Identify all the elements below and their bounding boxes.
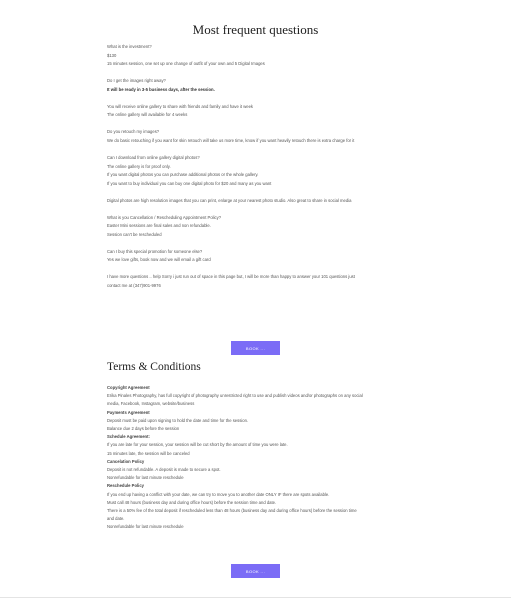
faq-answer: The online gallery is for proof only. <box>107 163 171 169</box>
faq-contact: contact me at (347)901-9976 <box>107 283 161 288</box>
faq-question: What is you Cancellation / Rescheduling Appointment Policy? <box>107 214 222 220</box>
terms-text: Deposit is not refundable. A deposit is made to secure a spot. <box>107 467 221 473</box>
faq-title: Most frequent questions <box>192 22 319 37</box>
terms-text: Balance due 2 days before the session <box>107 426 180 432</box>
terms-text: There is a 50% fee of the total deposit if rescheduled less than 48 hours (business day and during office hours) before the session time <box>107 508 357 514</box>
terms-text: media, Facebook, Instagram, website/business <box>107 401 195 407</box>
faq-answer: Digital photos are high resolution images that you can print, enlarge at your nearest photo studio. Also great to share in social media <box>107 197 352 203</box>
faq-section <box>107 43 407 291</box>
faq-answer: You will receive online gallery to share with friends and family and have it week <box>107 103 254 109</box>
terms-text: 15 minutes late, the session will be canceled <box>107 450 190 456</box>
terms-heading: Schedule Agreement: <box>107 434 150 440</box>
faq-answer: It will be ready in 3-5 business days, after the session. <box>107 86 215 92</box>
faq-answer: The online gallery will available for 4 weeks <box>107 112 188 118</box>
faq-question: Do I get the images right away? <box>107 78 166 84</box>
book-button[interactable]: BOOK ... <box>231 341 280 355</box>
faq-question: Can I buy this special promotion for someone else? <box>107 248 203 254</box>
faq-answer: We do basic retouching if you want for skin retouch will take us more time, know if you want heavily retouch there is extra charge for it <box>107 137 355 143</box>
terms-text: Must call 48 hours (business day and during office hours) before the session time and date. <box>107 499 277 505</box>
terms-text: Deposit must be paid upon signing to hold the date and time for the session. <box>107 417 249 423</box>
terms-text: Nonrefundable for last minute reschedule <box>107 475 184 481</box>
faq-answer: Session can't be rescheduled <box>107 231 162 237</box>
terms-heading: Reschedule Policy <box>107 483 145 489</box>
faq-answer: $130 <box>107 52 117 58</box>
terms-text: and date. <box>107 516 125 522</box>
faq-answer: Easter Mini sessions are final sales and non refundable. <box>107 223 211 229</box>
faq-answer: If you want to buy individual you can buy one digital photo for $20 and many as you want <box>107 180 272 186</box>
faq-answer: If you want digital photos you can purchase additional photos or the whole gallery. <box>107 172 259 178</box>
faq-answer: Yes we love gifts, book now and we will email a gift card <box>107 257 211 263</box>
faq-answer: I have more questions .. help Sorry i just run out of space in this page but, I will be more than happy to answer your 101 questions just <box>107 274 355 280</box>
terms-text: Nonrefundable for last minute reschedule <box>107 524 184 530</box>
terms-text: If you end up having a conflict with your date, we can try to move you to another date ONLY IF there are spots available. <box>107 491 330 497</box>
faq-answer: 15 minutes session, one set up one change of outfit of your own and 5 Digital Images <box>107 61 265 67</box>
terms-heading: Copyright Agreement <box>107 385 150 390</box>
terms-text: Erika Pinales Photography, has full copyright of photography unrestricted right to use and publish videos and/or photographs on any social <box>107 393 363 399</box>
terms-heading: Cancelation Policy <box>107 458 145 464</box>
terms-text: If you are late for your session, your session will be cut short by the amount of time you were late. <box>107 442 288 448</box>
faq-question: Can I download from online gallery digital photos? <box>107 154 200 160</box>
divider <box>0 597 511 598</box>
faq-question: Do you retouch my images? <box>107 129 160 135</box>
book-button[interactable]: BOOK ... <box>231 564 280 578</box>
faq-question: What is the investment? <box>107 44 152 49</box>
terms-title: Terms & Conditions <box>107 361 201 373</box>
terms-section <box>107 384 407 532</box>
terms-heading: Payments Agreement <box>107 409 150 415</box>
